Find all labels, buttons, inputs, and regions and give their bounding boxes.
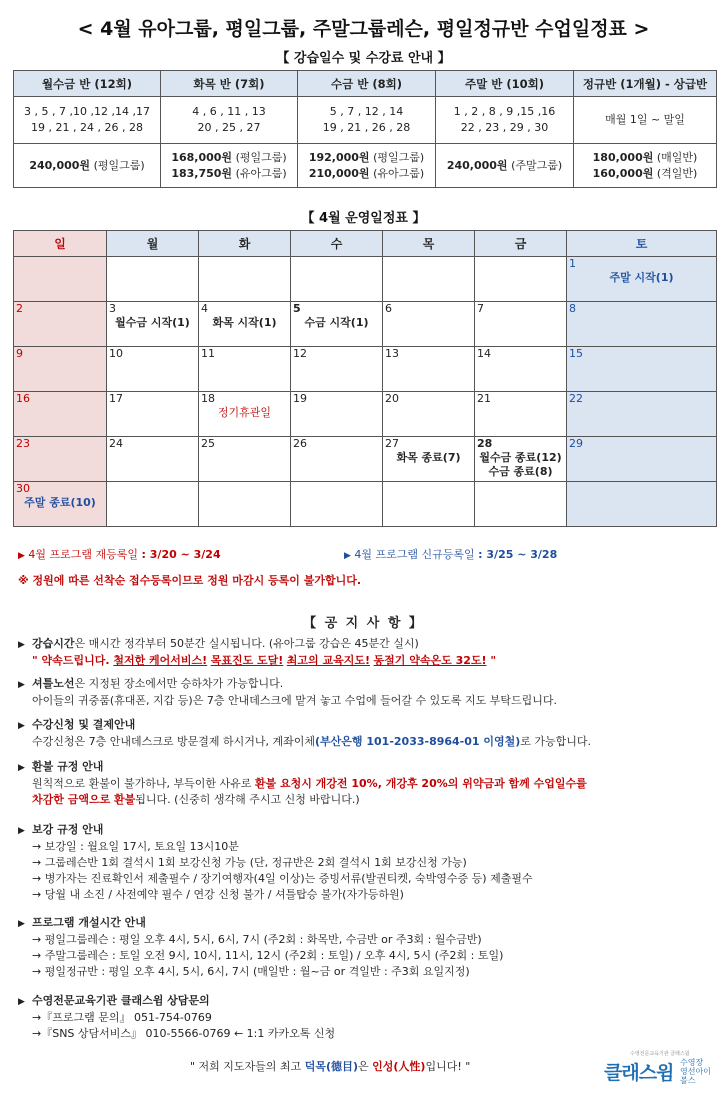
- event-label: 수금 시작(1): [304, 316, 369, 329]
- calendar-day-cell: [14, 437, 107, 482]
- calendar-day-cell: [567, 257, 717, 302]
- day-number: 14: [477, 347, 491, 360]
- fee-days-row: [14, 97, 717, 144]
- fee-price-cell: 180,000원 (매일반) 160,000원 (격일반): [574, 144, 717, 188]
- calendar-day-cell: [291, 437, 383, 482]
- calendar-day-cell: [475, 347, 567, 392]
- calendar-day-cell: [291, 482, 383, 527]
- event-label: 화목 시작(1): [212, 316, 277, 329]
- triangle-right-icon: ▶: [18, 680, 25, 690]
- calendar-day-cell: [199, 302, 291, 347]
- event-label: 정기휴관일: [217, 406, 272, 419]
- triangle-right-icon: ▶: [344, 551, 351, 561]
- calendar-event: [199, 406, 290, 420]
- calendar-week-row: [14, 302, 717, 347]
- calendar-day-cell: [383, 347, 475, 392]
- calendar-day-cell: [475, 302, 567, 347]
- footer-quote: " 저희 지도자들의 최고 덕목(德目)은 인성(人性)입니다! ": [190, 1060, 471, 1073]
- event-label: 월수금 시작(1): [115, 316, 190, 329]
- day-number: 12: [293, 347, 307, 360]
- calendar-week-row: [14, 257, 717, 302]
- calendar-day-cell: [383, 437, 475, 482]
- calendar-day-cell: [567, 347, 717, 392]
- calendar-day-cell: [475, 257, 567, 302]
- day-number: 25: [201, 437, 215, 450]
- re-registration-period: ▶ 4월 프로그램 재등록일 : 3/20 ~ 3/24: [18, 548, 221, 561]
- calendar-event: [567, 271, 716, 285]
- calendar-event: [199, 316, 290, 330]
- calendar-day-cell: [383, 392, 475, 437]
- calendar-day-cell: [383, 302, 475, 347]
- weekday-header: 일: [14, 231, 107, 257]
- page-title: < 4월 유아그룹, 평일그룹, 주말그룹레슨, 평일정규반 수업일정표 >: [77, 18, 650, 40]
- calendar-day-cell: [199, 257, 291, 302]
- notice-title: 【 공 지 사 항 】: [303, 616, 424, 631]
- calendar-day-cell: [291, 392, 383, 437]
- day-number: 9: [16, 347, 23, 360]
- calendar-event: [291, 316, 382, 330]
- calendar-event: [107, 316, 198, 330]
- calendar-day-cell: [199, 437, 291, 482]
- day-number: 19: [293, 392, 307, 405]
- day-number: 27: [385, 437, 399, 450]
- day-number: 24: [109, 437, 123, 450]
- calendar-event: [475, 451, 566, 479]
- day-number: 5: [293, 302, 301, 315]
- weekday-header: 월: [107, 231, 199, 257]
- notice-refund: ▶ 환불 규정 안내 원칙적으로 환불이 불가하나, 부득이한 사유로 환불 요청시 개강전 10%, 개강후 20%의 위약금과 함께 수업일수를 차감한 금액으로 환불됩니다. (신중히 생각해 주시고 신청 바랍니다.): [18, 760, 587, 806]
- calendar-event: [14, 496, 106, 510]
- calendar-title: 【 4월 운영일정표 】: [301, 211, 426, 226]
- fee-header: 월수금 반 (12회): [14, 71, 161, 97]
- calendar-day-cell: [291, 257, 383, 302]
- notice-shuttle: ▶ 셔틀노선은 지정된 장소에서만 승하차가 가능합니다. 아이들의 귀중품(휴대폰, 지갑 등)은 7층 안내데스크에 맡겨 놓고 수업에 들어갈 수 있도록 지도 부탁드립니다.: [18, 677, 557, 707]
- fee-days-cell: 5 , 7 , 12 , 14 19 , 21 , 26 , 28: [298, 97, 436, 144]
- day-number: 13: [385, 347, 399, 360]
- calendar-week-row: [14, 437, 717, 482]
- triangle-right-icon: ▶: [18, 721, 25, 731]
- fee-price-cell: 240,000원 (주말그룹): [436, 144, 574, 188]
- triangle-right-icon: ▶: [18, 826, 25, 836]
- calendar-day-cell: [107, 257, 199, 302]
- triangle-right-icon: ▶: [18, 919, 25, 929]
- day-number: 21: [477, 392, 491, 405]
- triangle-right-icon: ▶: [18, 997, 25, 1007]
- weekday-header: 토: [567, 231, 717, 257]
- day-number: 26: [293, 437, 307, 450]
- notice-class-time: ▶ 강습시간은 매시간 정각부터 50분간 실시됩니다. (유아그룹 강습은 45분간 실시) " 약속드립니다. 철저한 케어서비스! 목표진도 도달! 최고의 교육지도! 동절기 약속온도 32도! ": [18, 637, 497, 667]
- weekday-header: 수: [291, 231, 383, 257]
- weekday-header: 목: [383, 231, 475, 257]
- day-number: 17: [109, 392, 123, 405]
- notice-contact: ▶ 수영전문교육기관 클래스윔 상담문의 →『프로그램 문의』 051-754-0769 →『SNS 상담서비스』 010-5566-0769 ← 1:1 카카오톡 신청: [18, 994, 336, 1040]
- calendar-day-cell: [14, 482, 107, 527]
- fee-section-title: 【 강습일수 및 수강료 안내 】: [276, 51, 451, 66]
- calendar-day-cell: [291, 347, 383, 392]
- fee-price-cell: 168,000원 (평일그룹) 183,750원 (유아그룹): [161, 144, 298, 188]
- fee-days-cell: 4 , 6 , 11 , 13 20 , 25 , 27: [161, 97, 298, 144]
- fee-days-cell: 3 , 5 , 7 ,10 ,12 ,14 ,17 19 , 21 , 24 , 26 , 28: [14, 97, 161, 144]
- fee-days-cell: 1 , 2 , 8 , 9 ,15 ,16 22 , 23 , 29 , 30: [436, 97, 574, 144]
- calendar-day-cell: [14, 257, 107, 302]
- day-number: 20: [385, 392, 399, 405]
- event-label: 수금 종료(8): [488, 465, 553, 478]
- day-number: 3: [109, 302, 116, 315]
- calendar-week-row: [14, 482, 717, 527]
- calendar-day-cell: [383, 257, 475, 302]
- fee-table: [13, 70, 717, 188]
- fee-price-cell: 192,000원 (평일그룹) 210,000원 (유아그룹): [298, 144, 436, 188]
- day-number: 29: [569, 437, 583, 450]
- calendar-day-cell: [107, 347, 199, 392]
- calendar-day-cell: [383, 482, 475, 527]
- day-number: 15: [569, 347, 583, 360]
- calendar-day-cell: [567, 302, 717, 347]
- event-label: 화목 종료(7): [396, 451, 461, 464]
- calendar-day-cell: [107, 482, 199, 527]
- fee-price-cell: 240,000원 (평일그룹): [14, 144, 161, 188]
- notice-program-hours: ▶ 프로그램 개설시간 안내 → 평일그룹레슨 : 평일 오후 4시, 5시, 6시, 7시 (주2회 : 화목반, 수금반 or 주3회 : 월수금반) → 주말그룹레슨 : 토일 오전 9시, 10시, 11시, 12시 (주2회 : 토일) / 오후 4시, 5시 (주2회 : 토일) → 평일정규반 : 평일 오후 4시, 5시, 6시, 7시 (매일반 : 월~금 or 격일반 : 주3회 요일지정): [18, 916, 504, 978]
- fee-header: 주말 반 (10회): [436, 71, 574, 97]
- calendar-day-cell: [199, 347, 291, 392]
- calendar-table: [13, 230, 717, 527]
- day-number: 16: [16, 392, 30, 405]
- calendar-day-cell: [567, 392, 717, 437]
- calendar-weekday-row: [14, 231, 717, 257]
- triangle-right-icon: ▶: [18, 640, 25, 650]
- day-number: 8: [569, 302, 576, 315]
- calendar-day-cell: [14, 347, 107, 392]
- weekday-header: 화: [199, 231, 291, 257]
- fee-header: 화목 반 (7회): [161, 71, 298, 97]
- day-number: 6: [385, 302, 392, 315]
- day-number: 28: [477, 437, 493, 450]
- day-number: 11: [201, 347, 215, 360]
- fee-table-header-row: [14, 71, 717, 97]
- calendar-day-cell: [14, 302, 107, 347]
- calendar-day-cell: [475, 482, 567, 527]
- calendar-day-cell: [199, 482, 291, 527]
- event-label: 주말 시작(1): [609, 271, 674, 284]
- day-number: 18: [201, 392, 215, 405]
- calendar-day-cell: [199, 392, 291, 437]
- calendar-day-cell: [107, 437, 199, 482]
- day-number: 7: [477, 302, 484, 315]
- day-number: 23: [16, 437, 30, 450]
- fee-price-row: [14, 144, 717, 188]
- new-registration-period: ▶ 4월 프로그램 신규등록일 : 3/25 ~ 3/28: [344, 548, 558, 561]
- brand-logo: 수영전문교육기관 클래스윔 클래스윔 수영장 영선아이볼스: [604, 1051, 711, 1085]
- calendar-day-cell: [475, 392, 567, 437]
- calendar-week-row: [14, 392, 717, 437]
- calendar-event: [383, 451, 474, 465]
- day-number: 10: [109, 347, 123, 360]
- triangle-right-icon: ▶: [18, 763, 25, 773]
- notice-payment: ▶ 수강신청 및 결제안내 수강신청은 7층 안내데스크로 방문결제 하시거나, 계좌이체(부산은행 101-2033-8964-01 이영철)로 가능합니다.: [18, 718, 592, 748]
- day-number: 1: [569, 257, 576, 270]
- calendar-day-cell: [567, 437, 717, 482]
- registration-warning: ※ 정원에 따른 선착순 접수등록이므로 정원 마감시 등록이 불가합니다.: [18, 574, 362, 587]
- fee-header: 수금 반 (8회): [298, 71, 436, 97]
- calendar-day-cell: [475, 437, 567, 482]
- calendar-day-cell: [14, 392, 107, 437]
- calendar-day-cell: [107, 392, 199, 437]
- calendar-day-cell: [107, 302, 199, 347]
- day-number: 22: [569, 392, 583, 405]
- day-number: 4: [201, 302, 208, 315]
- triangle-right-icon: ▶: [18, 551, 25, 561]
- fee-header: 정규반 (1개월) - 상급반: [574, 71, 717, 97]
- event-label: 주말 종료(10): [24, 496, 96, 509]
- calendar-day-cell: [291, 302, 383, 347]
- calendar-week-row: [14, 347, 717, 392]
- notice-makeup-class: ▶ 보강 규정 안내 → 보강일 : 월요일 17시, 토요일 13시10분 → 그룹레슨반 1회 결석시 1회 보강신청 가능 (단, 정규반은 2회 결석시 1회 보강신청 가능) → 병가자는 진료확인서 제출필수 / 장기여행자(4일 이상)는 증빙서류(발권티켓, 숙박영수증 등) 제출필수 → 당월 내 소진 / 사전예약 필수 / 연강 신청 불가 / 셔틀탑승 불가(자가등하원): [18, 823, 533, 901]
- event-label: 월수금 종료(12): [479, 451, 562, 464]
- day-number: 30: [16, 482, 30, 495]
- calendar-day-cell: [567, 482, 717, 527]
- fee-days-cell: 매월 1일 ~ 말일: [574, 97, 717, 144]
- day-number: 2: [16, 302, 23, 315]
- weekday-header: 금: [475, 231, 567, 257]
